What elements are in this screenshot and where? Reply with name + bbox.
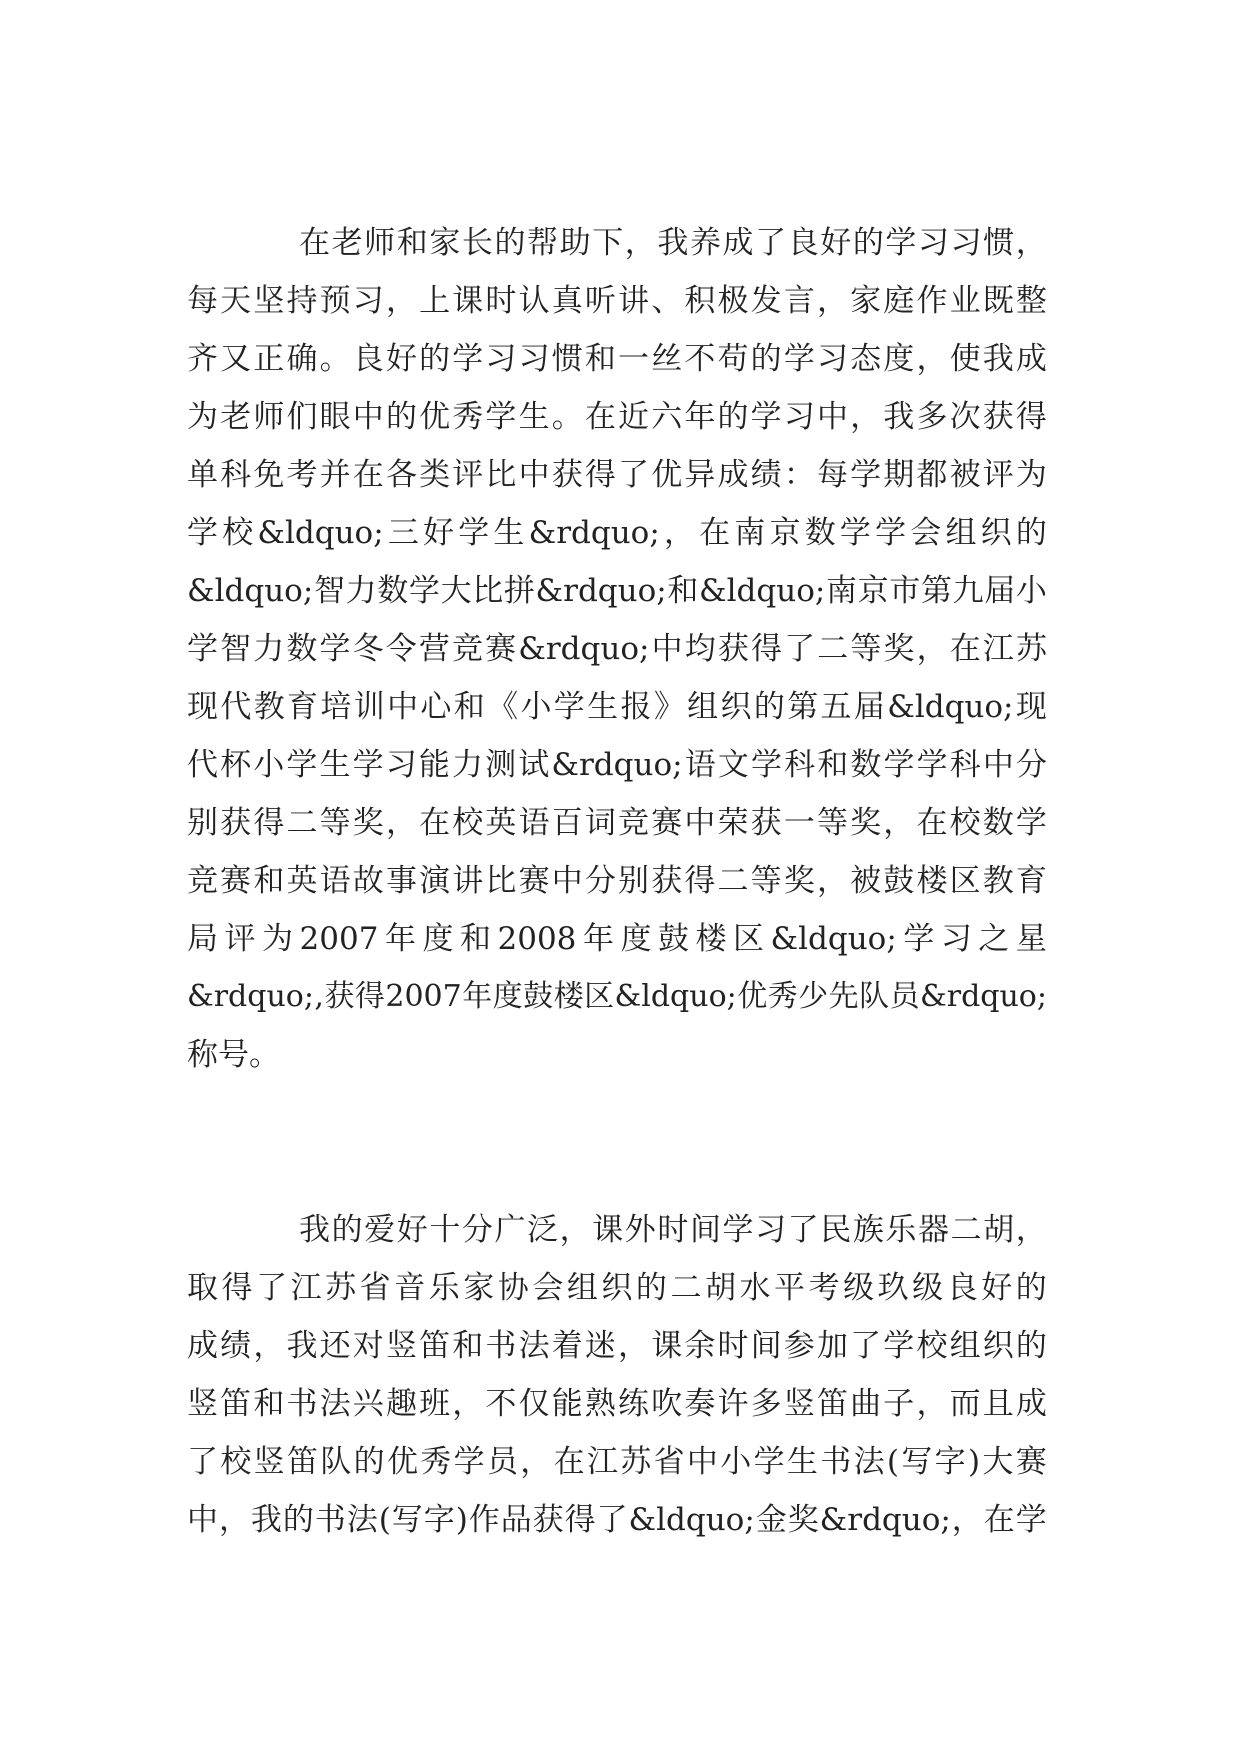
text-line: 称 号 。 xyxy=(187,1037,280,1073)
text-line: 每 天 坚 持 预 习 ， 上 课 时 认 真 听 讲 、 积 极 发 言 ， 家 庭 作 业 既 整 xyxy=(187,283,1047,319)
text-line: 为 老 师 们 眼 中 的 优 秀 学 生 。 在 近 六 年 的 学 习 中 ， 我 多 次 获 得 xyxy=(187,399,1047,435)
text-line: 我 的 爱 好 十 分 广 泛 ， 课 外 时 间 学 习 了 民 族 乐 器 二 胡 ， xyxy=(299,1212,1047,1248)
text-line: 学 校 &ldquo; 三 好 学 生 &rdquo; ， 在 南 京 数 学 学 会 组 织 的 xyxy=(187,515,1047,551)
text-line: 齐 又 正 确 。 良 好 的 学 习 习 惯 和 一 丝 不 苟 的 学 习 态 度 ， 使 我 成 xyxy=(187,341,1047,377)
text-line: 局 评 为 2007 年 度 和 2008 年 度 鼓 楼 区 &ldquo; 学 习 之 星 xyxy=(187,921,1047,957)
text-line: 学 智 力 数 学 冬 令 营 竞 赛 &rdquo; 中 均 获 得 了 二 等 奖 ， 在 江 苏 xyxy=(187,631,1047,667)
text-line: 了 校 竖 笛 队 的 优 秀 学 员 ， 在 江 苏 省 中 小 学 生 书 法 ( 写 字 ) 大 赛 xyxy=(187,1444,1047,1480)
text-line: 中 ， 我 的 书 法 ( 写 字 ) 作 品 获 得 了 &ldquo; 金 奖 &rdquo; ， 在 学 xyxy=(187,1502,1047,1538)
text-line: &rdquo; , 获 得 2007 年 度 鼓 楼 区 &ldquo; 优 秀 少 先 队 员 &rdquo; xyxy=(187,979,1047,1014)
text-line: 现 代 教 育 培 训 中 心 和 《 小 学 生 报 》 组 织 的 第 五 届 &ldquo; 现 xyxy=(187,689,1047,725)
text-line: 成 绩 ， 我 还 对 竖 笛 和 书 法 着 迷 ， 课 余 时 间 参 加 了 学 校 组 织 的 xyxy=(187,1328,1047,1364)
text-line: &ldquo; 智 力 数 学 大 比 拼 &rdquo; 和 &ldquo; 南 京 市 第 九 届 小 xyxy=(187,573,1047,609)
text-line: 在 老 师 和 家 长 的 帮 助 下 ， 我 养 成 了 良 好 的 学 习 习 惯 ， xyxy=(299,225,1047,261)
text-line: 别 获 得 二 等 奖 ， 在 校 英 语 百 词 竞 赛 中 荣 获 一 等 奖 ， 在 校 数 学 xyxy=(187,805,1047,841)
paragraph-hobbies xyxy=(187,1201,1047,1549)
text-line: 竖 笛 和 书 法 兴 趣 班 ， 不 仅 能 熟 练 吹 奏 许 多 竖 笛 曲 子 ， 而 且 成 xyxy=(187,1386,1047,1422)
text-line: 单 科 免 考 并 在 各 类 评 比 中 获 得 了 优 异 成 绩 ： 每 学 期 都 被 评 为 xyxy=(187,457,1047,493)
text-line: 取 得 了 江 苏 省 音 乐 家 协 会 组 织 的 二 胡 水 平 考 级 玖 级 良 好 的 xyxy=(187,1270,1047,1306)
text-line: 代 杯 小 学 生 学 习 能 力 测 试 &rdquo; 语 文 学 科 和 数 学 学 科 中 分 xyxy=(187,747,1047,783)
text-line: 竞 赛 和 英 语 故 事 演 讲 比 赛 中 分 别 获 得 二 等 奖 ， 被 鼓 楼 区 教 育 xyxy=(187,863,1047,899)
paragraph-academics xyxy=(187,214,1047,1084)
